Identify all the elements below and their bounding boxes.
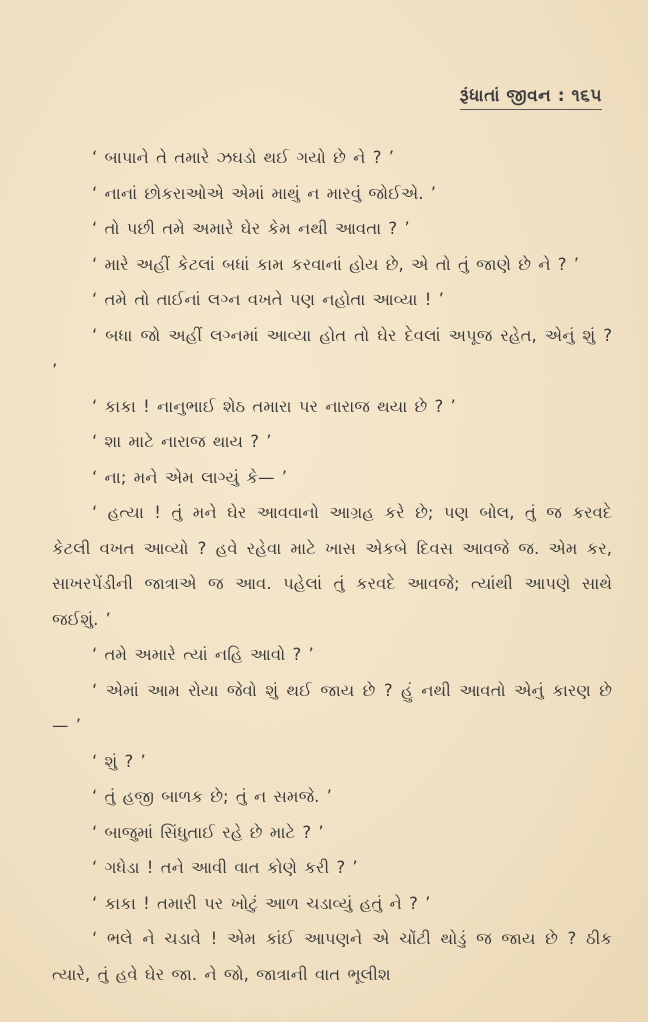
running-head-text: રૂંધાતાં જીવન : ૧૬૫	[459, 86, 602, 106]
paragraph: ‘ બાજુમાં સિંધુતાઈ રહે છે માટે ? ’	[92, 822, 324, 842]
paragraph: ‘ હત્યા ! તું મને ઘેર આવવાનો આગ્રહ કરે છે; પણ બોલ, તું જ કરવદે કેટલી વખત આવ્યો ? હવે રહેવા માટે ખાસ એકબે દિવસ આવજે જ. એમ કર, સાખરપેંડીની જાત્રાએ જ આવ. પહેલાં તું કરવદે આવજે; ત્યાંથી આપણે સાથે જઈશું. ’	[52, 503, 612, 629]
paragraph: ‘ ના; મને એમ લાગ્યું કે— ’	[92, 467, 287, 487]
paragraph: ‘ તમે તો તાઈનાં લગ્ન વખતે પણ નહોતા આવ્યા ! ’	[92, 290, 444, 309]
paragraph: ‘ શા માટે નારાજ થાય ? ’	[92, 432, 272, 451]
paragraph: ‘ બધા જો અહીં લગ્નમાં આવ્યા હોત તો ઘેર દેવલાં અપૂજ રહેત, એનું શું ? ’	[52, 325, 612, 380]
paragraph: ‘ તમે અમારે ત્યાં નહિ આવો ? ’	[92, 645, 314, 664]
body-text	[52, 140, 612, 992]
paragraph: ‘ મારે અહીં કેટલાં બધાં કામ કરવાનાં હોય છે, એ તો તું જાણે છે ને ? ’	[92, 254, 579, 274]
running-head	[460, 86, 602, 110]
running-head-rule	[460, 109, 602, 110]
paragraph: ‘ કાકા ! તમારી પર ખોટું આળ ચડાવ્યું હતું ને ? ’	[92, 893, 431, 913]
paragraph: ‘ તું હજી બાળક છે; તું ન સમજે. ’	[92, 787, 332, 806]
paragraph: ‘ નાનાં છોકરાઓએ એમાં માથું ન મારવું જોઈએ. ’	[92, 183, 436, 203]
paragraph: ‘ ગધેડા ! તને આવી વાત કોણે કરી ? ’	[92, 858, 358, 877]
paragraph: ‘ કાકા ! નાનુભાઈ શેઠ તમારા પર નારાજ થયા છે ? ’	[92, 396, 456, 416]
paragraph: ‘ બાપાને તે તમારે ઝઘડો થઈ ગયો છે ને ? ’	[92, 148, 394, 167]
paragraph: ‘ શું ? ’	[92, 751, 146, 771]
paragraph: ‘ એમાં આમ રોયા જેવો શું થઈ જાય છે ? હું નથી આવતો એનું કારણ છે — ’	[52, 680, 612, 735]
paragraph: ‘ તો પછી તમે અમારે ઘેર કેમ નથી આવતા ? ’	[92, 219, 410, 238]
paragraph: ‘ ભલે ને ચડાવે ! એમ કાંઈ આપણને એ ચોંટી થોડું જ જાય છે ? ઠીક ત્યારે, તું હવે ઘેર જા. ને જો, જાત્રાની વાત ભૂલીશ	[52, 929, 612, 984]
